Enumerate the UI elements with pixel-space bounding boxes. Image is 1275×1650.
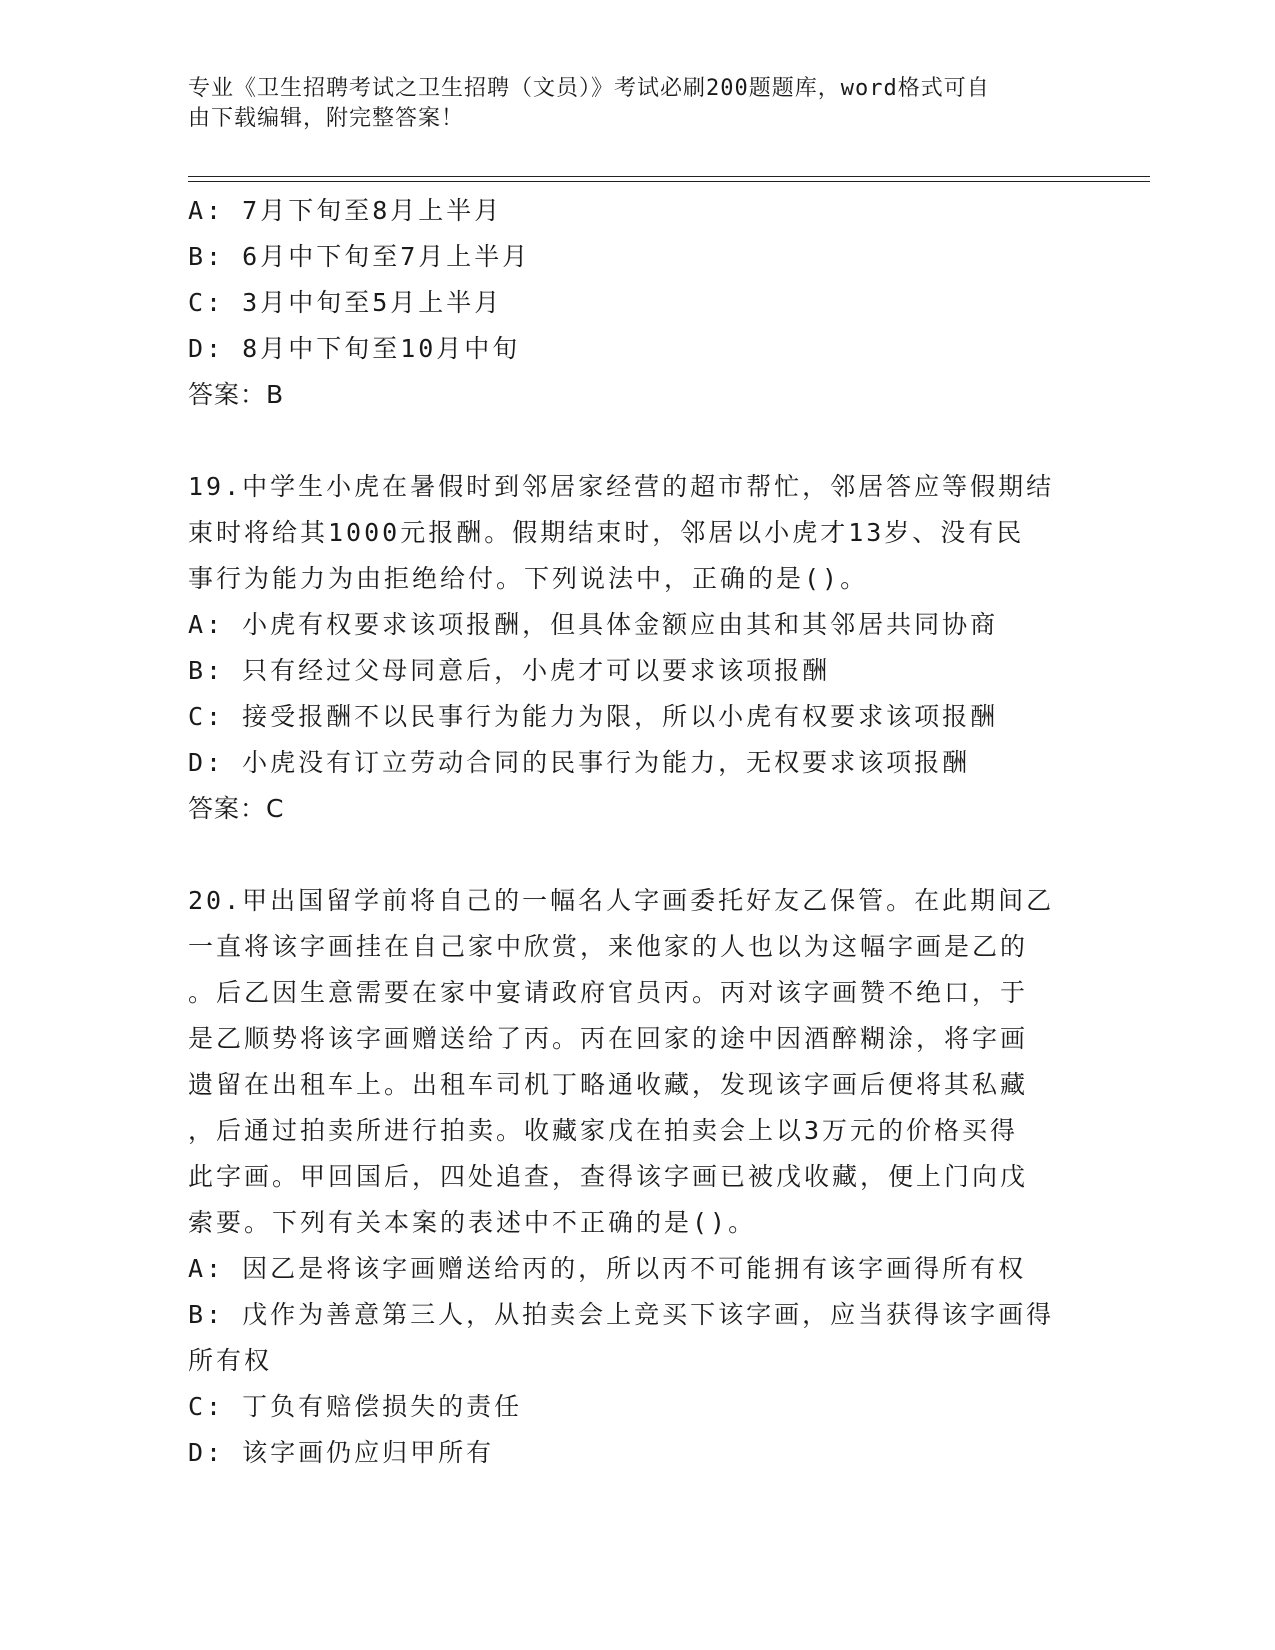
option-b: B: 6月中下旬至7月上半月 — [188, 242, 531, 271]
question-stem-line: 一直将该字画挂在自己家中欣赏，来他家的人也以为这幅字画是乙的 — [188, 932, 1029, 961]
spacer — [188, 832, 1068, 878]
header-line: 由下载编辑，附完整答案！ — [188, 106, 465, 131]
option-c: C: 接受报酬不以民事行为能力为限，所以小虎有权要求该项报酬 — [188, 702, 999, 731]
answer-line: 答案：B — [188, 380, 285, 409]
option-d: D: 小虎没有订立劳动合同的民事行为能力，无权要求该项报酬 — [188, 748, 971, 777]
question-20-block — [188, 878, 1068, 1476]
question-stem-line: 事行为能力为由拒绝给付。下列说法中，正确的是()。 — [188, 564, 869, 593]
question-stem-line: 此字画。甲回国后，四处追查，查得该字画已被戊收藏，便上门向戊 — [188, 1162, 1029, 1191]
question-stem-line: 是乙顺势将该字画赠送给了丙。丙在回家的途中因酒醉糊涂，将字画 — [188, 1024, 1029, 1053]
answer-line: 答案：C — [188, 794, 285, 823]
header-line: 专业《卫生招聘考试之卫生招聘（文员）》考试必刷200题题库，word格式可自 — [188, 76, 990, 101]
option-b-continued: 所有权 — [188, 1346, 273, 1375]
header-divider — [188, 176, 1150, 182]
question-stem-line: ，后通过拍卖所进行拍卖。收藏家戊在拍卖会上以3万元的价格买得 — [188, 1116, 1019, 1145]
option-a: A: 小虎有权要求该项报酬，但具体金额应由其和其邻居共同协商 — [188, 610, 999, 639]
question-stem-line: 索要。下列有关本案的表述中不正确的是()。 — [188, 1208, 757, 1237]
option-d: D: 该字画仍应归甲所有 — [188, 1438, 495, 1467]
option-b: B: 戊作为善意第三人，从拍卖会上竞买下该字画，应当获得该字画得 — [188, 1300, 1055, 1329]
option-a: A: 7月下旬至8月上半月 — [188, 196, 503, 225]
question-stem-line: 19.中学生小虎在暑假时到邻居家经营的超市帮忙，邻居答应等假期结 — [188, 472, 1055, 501]
option-c: C: 丁负有赔偿损失的责任 — [188, 1392, 523, 1421]
spacer — [188, 418, 1068, 464]
question-stem-line: 束时将给其1000元报酬。假期结束时，邻居以小虎才13岁、没有民 — [188, 518, 1025, 547]
question-18-block — [188, 188, 1068, 418]
question-stem-line: 20.甲出国留学前将自己的一幅名人字画委托好友乙保管。在此期间乙 — [188, 886, 1055, 915]
question-stem-line: 遗留在出租车上。出租车司机丁略通收藏，发现该字画后便将其私藏 — [188, 1070, 1029, 1099]
document-header — [188, 74, 1068, 134]
question-19-block — [188, 464, 1068, 832]
question-stem-line: 。后乙因生意需要在家中宴请政府官员丙。丙对该字画赞不绝口，于 — [188, 978, 1029, 1007]
option-a: A: 因乙是将该字画赠送给丙的，所以丙不可能拥有该字画得所有权 — [188, 1254, 1027, 1283]
question-content — [188, 188, 1068, 1476]
option-c: C: 3月中旬至5月上半月 — [188, 288, 503, 317]
option-d: D: 8月中下旬至10月中旬 — [188, 334, 521, 363]
option-b: B: 只有经过父母同意后，小虎才可以要求该项报酬 — [188, 656, 831, 685]
